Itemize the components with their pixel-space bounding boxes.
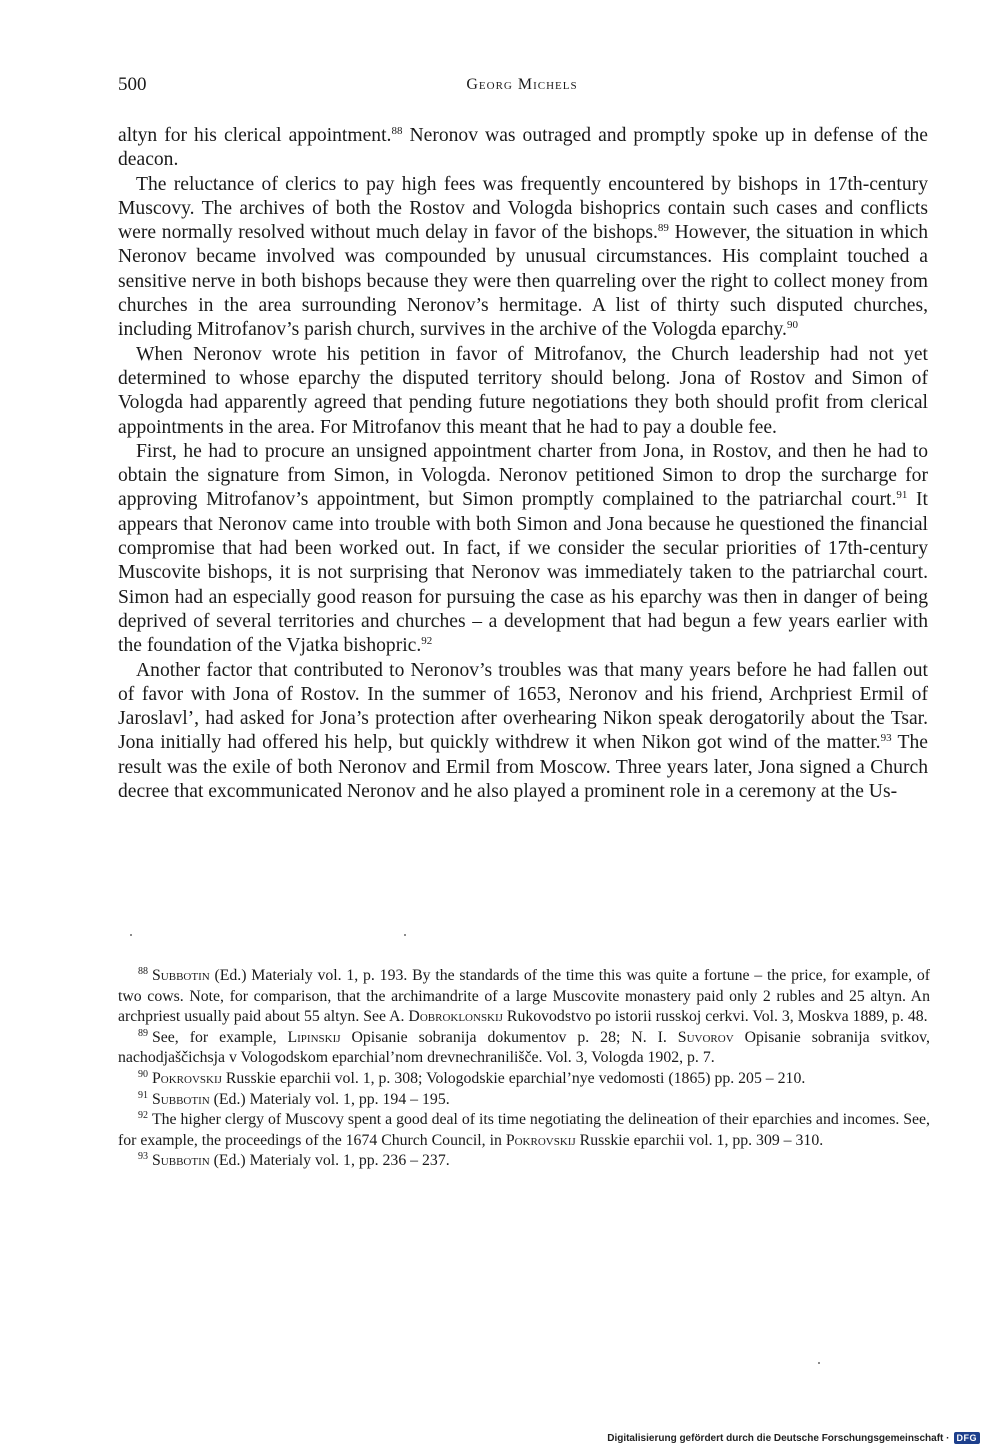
footnote-ref-88[interactable]: 88 xyxy=(391,125,403,137)
footnote-ref-90[interactable]: 90 xyxy=(786,319,798,332)
running-head: Georg Michels xyxy=(466,76,578,93)
paragraph-5: Another factor that contributed to Neronov’s troubles was that many years before he had fallen out of favor with Jona of Rostov. In the summer of 1653, Neronov and his friend, Archpriest Ermil of Jaroslavl’, had asked for Jona’s protection after overhearing Nikon speak derogatorily about the Tsar. Jona initially had offered his help, but quickly withdrew it when Nikon got wind of the matter.$^{93}$ The result was the exile of both Neronov and Ermil from Moscow. Three years later, Jona signed a Church decree that excommunicated Neronov and he also played a prominent role in a ceremony at the Us- xyxy=(118,659,928,803)
page-number: 500 xyxy=(118,74,147,95)
footnote-91: $^{91}$ Subbotin (Ed.) Materialy vol. 1, pp. 194 – 195. xyxy=(138,1089,450,1108)
footnote-88: $^{88}$ Subbotin (Ed.) Materialy vol. 1, p. 193. By the standards of the time this was quite a fortune – the price, for example, of two cows. Note, for comparison, that the archimandrite of a large Muscovite monastery paid only 2 rubles and 25 altyn. An archpriest usually paid about 55 altyn. See A. Dobroklonskij Rukovodstvo po istorii russkoj cerkvi. Vol. 3, Moskva 1889, p. 48. xyxy=(118,966,930,1026)
paragraph-1: altyn for his clerical appointment.$^{88}$ Neronov was outraged and promptly spoke up in defense of the deacon. xyxy=(118,125,928,171)
page-header xyxy=(118,74,926,104)
paragraph-2: The reluctance of clerics to pay high fees was frequently encountered by bishops in 17th-century Muscovy. The archives of both the Rostov and Vologda bishoprics contain such cases and conflicts were normally resolved without much delay in favor of the bishops.$^{89}$ However, the situation in which Neronov became involved was compounded by unusual circumstances. His complaint touched a sensitive nerve in both bishops because they were then quarreling over the right to collect money from churches in the area surrounding Neronov’s hermitage. A list of thirty such disputed churches, including Mitrofanov’s parish church, survives in the archive of the Vologda eparchy.$^{90}$ xyxy=(118,173,929,341)
scan-speck xyxy=(818,1362,820,1364)
scan-speck xyxy=(130,934,132,936)
footnotes xyxy=(118,966,930,1172)
footnote-93: $^{93}$ Subbotin (Ed.) Materialy vol. 1, pp. 236 – 237. xyxy=(138,1151,450,1170)
body-text xyxy=(118,124,928,804)
paragraph-3: When Neronov wrote his petition in favor of Mitrofanov, the Church leadership had not yet determined to whose eparchy the disputed territory should belong. Jona of Rostov and Simon of Vologda had apparently agreed that pending future negotiations they both should profit from clerical appointments in the area. For Mitrofanov this meant that he had to pay a double fee. xyxy=(118,343,928,438)
footnote-ref-89[interactable]: 89 xyxy=(657,222,669,235)
footnote-ref-91[interactable]: 91 xyxy=(896,489,908,502)
scan-speck xyxy=(404,934,406,936)
dfg-logo-icon: DFG xyxy=(954,1432,981,1444)
footnote-92: $^{92}$ The higher clergy of Muscovy spent a good deal of its time negotiating the delineation of their eparchies and incomes. See, for example, the proceedings of the 1674 Church Council, in Pokrovskij Russkie eparchii vol. 1, pp. 309 – 310. xyxy=(118,1110,930,1149)
footer-text: Digitalisierung gefördert durch die Deutsche Forschungsgemeinschaft · xyxy=(607,1432,950,1444)
footnote-ref-93[interactable]: 93 xyxy=(880,732,892,745)
paragraph-4: First, he had to procure an unsigned appointment charter from Jona, in Rostov, and then he had to obtain the signature from Simon, in Vologda. Neronov petitioned Simon to drop the surcharge for approving Mitrofanov’s appointment, but Simon promptly complained to the patriarchal court.$^{91}$ It appears that Neronov came into trouble with both Simon and Jona because he questioned the financial compromise that had been worked out. In fact, if we consider the secular priorities of 17th-century Muscovite bishops, it is not surprising that Neronov was immediately taken to the patriarchal court. Simon had an especially good reason for pursuing the case as his eparchy was then in danger of being deprived of several territories and churches – a development that had begun a few years earlier with the foundation of the Vjatka bishopric.$^{92}$ xyxy=(118,440,928,657)
digitization-footer xyxy=(607,1432,980,1444)
footnote-ref-92[interactable]: 92 xyxy=(421,635,433,648)
footnote-90: $^{90}$ Pokrovskij Russkie eparchii vol. 1, p. 308; Vologodskie eparchial’nye vedomosti (1865) pp. 205 – 210. xyxy=(138,1068,806,1087)
footnote-89: $^{89}$ See, for example, Lipinskij Opisanie sobranija dokumentov p. 28; N. I. Suvorov Opisanie sobranija svitkov, nachodjaščichsja v Vologodskom eparchial’nom drevnechranilišče. Vol. 3, Vologda 1902, p. 7. xyxy=(118,1027,930,1067)
